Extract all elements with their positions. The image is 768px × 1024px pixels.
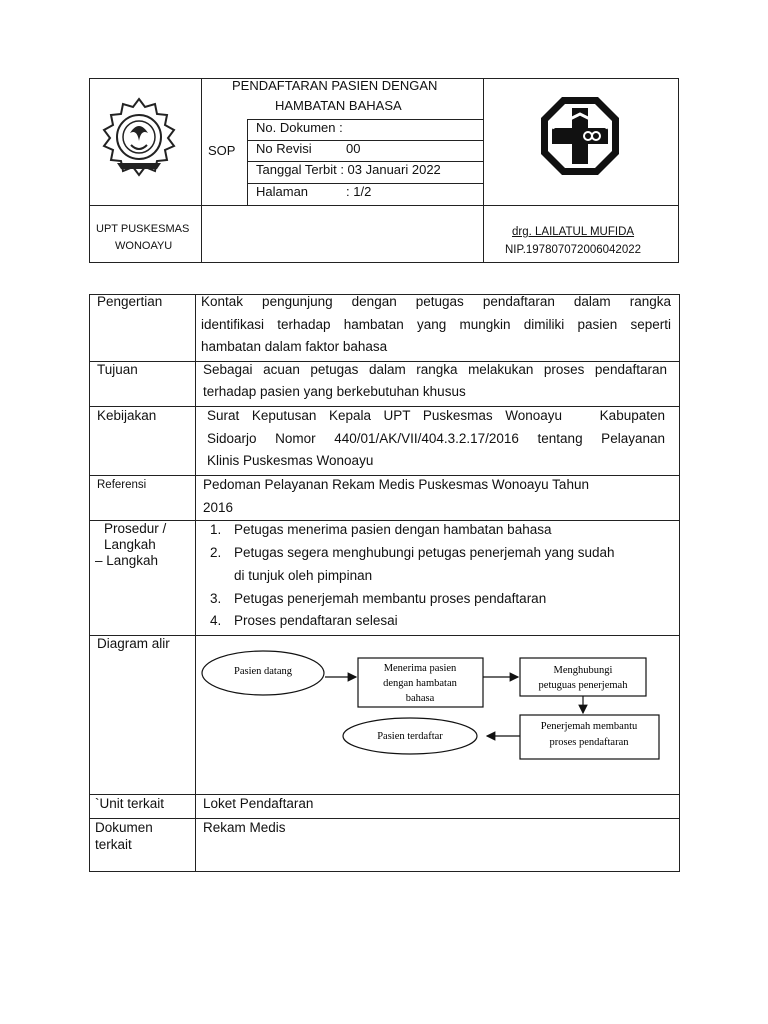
step-1-text: Petugas menerima pasien dengan hambatan bahasa: [234, 522, 552, 537]
sop-title-line2: HAMBATAN BAHASA: [275, 98, 402, 113]
tujuan-line2: terhadap pasien yang berkebutuhan khusus: [203, 384, 466, 399]
step-3-number: 3.: [210, 591, 222, 606]
kebijakan-line2: Sidoarjo Nomor 440/01/AK/VII/404.3.2.17/2016 tentang Pelayanan: [207, 431, 665, 446]
org-name-line2: WONOAYU: [115, 240, 173, 252]
flow-node-start-label: Pasien datang: [233, 666, 293, 677]
dokumen-label-line2: terkait: [95, 837, 132, 852]
unit-value: Loket Pendaftaran: [203, 796, 314, 811]
flow-node-contact-line1: Menghubungi: [553, 665, 613, 676]
prosedur-label-line3: – Langkah: [95, 553, 159, 568]
step-4-number: 4.: [210, 613, 222, 628]
referensi-label: Referensi: [97, 479, 147, 491]
doc-number: No. Dokumen :: [256, 120, 343, 135]
flow-node-receive-line1: Menerima pasien: [383, 663, 457, 674]
step-1-number: 1.: [210, 522, 222, 537]
issue-date: Tanggal Terbit : 03 Januari 2022: [256, 162, 441, 177]
referensi-line1: Pedoman Pelayanan Rekam Medis Puskesmas Wonoayu Tahun: [203, 477, 589, 492]
page-label: Halaman: [256, 184, 309, 199]
unit-label: `Unit terkait: [95, 796, 165, 811]
sop-label: SOP: [208, 143, 236, 158]
dokumen-label-line1: Dokumen: [95, 820, 153, 835]
kebijakan-line1: Surat Keputusan Kepala UPT Puskesmas Wonoayu Kabupaten: [207, 408, 665, 423]
prosedur-label-line2: Langkah: [104, 537, 156, 552]
revision-label: No Revisi: [256, 141, 312, 156]
flow-node-receive-line2: dengan hambatan: [383, 678, 457, 689]
signer-nip: NIP.197807072006042022: [505, 244, 642, 256]
step-2-continuation: di tunjuk oleh pimpinan: [234, 568, 373, 583]
step-2-text: Petugas segera menghubungi petugas penerjemah yang sudah: [234, 545, 615, 560]
revision-value: 00: [346, 141, 361, 156]
flow-node-end-label: Pasien terdaftar: [377, 731, 443, 742]
step-3-text: Petugas penerjemah membantu proses pendaftaran: [234, 591, 547, 606]
pengertian-line2: identifikasi terhadap hambatan yang mungkin dimiliki pasien seperti: [201, 317, 671, 332]
regency-emblem-icon: [97, 95, 181, 179]
pengertian-line1: Kontak pengunjung dengan petugas pendaftaran dalam rangka: [201, 294, 671, 309]
diagram-label: Diagram alir: [97, 636, 170, 651]
dokumen-value: Rekam Medis: [203, 820, 286, 835]
tujuan-line1: Sebagai acuan petugas dalam rangka melakukan proses pendaftaran: [203, 362, 667, 377]
kebijakan-line3: Klinis Puskesmas Wonoayu: [207, 453, 374, 468]
flow-node-contact-line2: petuguas penerjemah: [538, 680, 628, 691]
flow-node-receive-line3: bahasa: [405, 693, 435, 704]
referensi-line2: 2016: [203, 500, 234, 515]
sop-title-line1: PENDAFTARAN PASIEN DENGAN: [232, 78, 438, 93]
step-2-number: 2.: [210, 545, 222, 560]
flow-diagram: [195, 636, 679, 794]
page-value: : 1/2: [346, 184, 372, 199]
signer-name: drg. LAILATUL MUFIDA: [512, 226, 635, 238]
pengertian-label: Pengertian: [97, 294, 163, 309]
tujuan-label: Tujuan: [97, 362, 138, 377]
org-name-line1: UPT PUSKESMAS: [96, 223, 190, 235]
kebijakan-label: Kebijakan: [97, 408, 157, 423]
puskesmas-cross-logo-icon: [538, 94, 622, 178]
pengertian-line3: hambatan dalam faktor bahasa: [201, 339, 388, 354]
prosedur-label-line1: Prosedur /: [104, 521, 167, 536]
flow-node-translate-line2: proses pendaftaran: [549, 737, 629, 748]
step-4-text: Proses pendaftaran selesai: [234, 613, 398, 628]
flow-node-translate-line1: Penerjemah membantu: [540, 721, 638, 732]
